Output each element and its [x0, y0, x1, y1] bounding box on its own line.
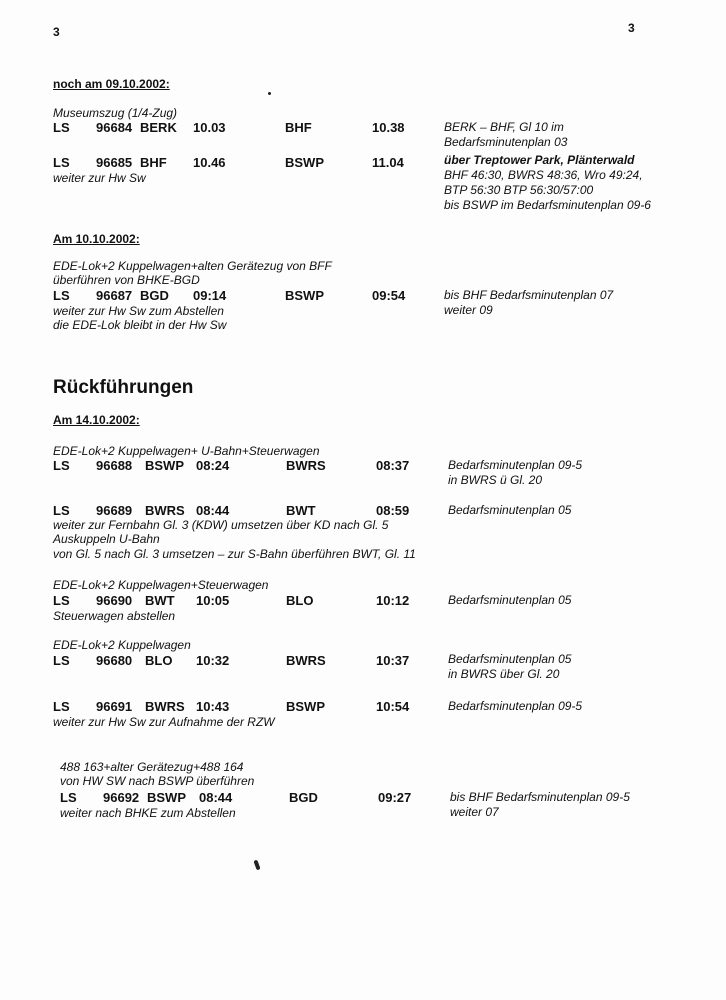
train-description: EDE-Lok+2 Kuppelwagen+Steuerwagen — [53, 578, 269, 592]
destination-station: BSWP — [285, 288, 324, 303]
train-description: EDE-Lok+2 Kuppelwagen — [53, 638, 191, 652]
train-remark: weiter zur Fernbahn Gl. 3 (KDW) umsetzen über KD nach Gl. 5 — [53, 518, 389, 532]
note-line: BHF 46:30, BWRS 48:36, Wro 49:24, — [444, 168, 643, 182]
destination-station: BSWP — [286, 699, 325, 714]
destination-station: BLO — [286, 593, 314, 608]
arrival-time: 10:37 — [376, 653, 410, 668]
departure-time: 10:05 — [196, 593, 230, 608]
train-type: LS — [53, 155, 70, 170]
destination-station: BHF — [285, 120, 312, 135]
train-remark: weiter zur Hw Sw — [53, 171, 146, 185]
note-line: weiter 09 — [444, 303, 493, 317]
train-description: 488 163+alter Gerätezug+488 164 — [60, 760, 244, 774]
origin-station: BWT — [145, 593, 175, 608]
train-number: 96689 — [96, 503, 133, 518]
destination-station: BWRS — [286, 458, 326, 473]
origin-station: BSWP — [147, 790, 186, 805]
origin-station: BWRS — [145, 503, 185, 518]
note-line: Bedarfsminutenplan 03 — [444, 135, 568, 149]
departure-time: 08:44 — [199, 790, 233, 805]
arrival-time: 10.38 — [372, 120, 405, 135]
destination-station: BGD — [289, 790, 318, 805]
arrival-time: 09:27 — [378, 790, 412, 805]
route-notes — [448, 652, 718, 682]
scan-speck — [253, 860, 260, 871]
destination-station: BWRS — [286, 653, 326, 668]
route-notes — [448, 699, 718, 714]
origin-station: BHF — [140, 155, 167, 170]
route-notes — [448, 593, 718, 608]
page-number-left: 3 — [53, 25, 60, 39]
train-number: 96691 — [96, 699, 133, 714]
train-remark: Steuerwagen abstellen — [53, 609, 176, 623]
departure-time: 10:32 — [196, 653, 230, 668]
departure-time: 09:14 — [193, 288, 227, 303]
train-remark: weiter zur Hw Sw zum Abstellen — [53, 304, 224, 318]
section-date: Am 14.10.2002: — [53, 413, 140, 427]
train-description: überführen von BHKE-BGD — [53, 273, 200, 287]
train-type: LS — [53, 699, 70, 714]
note-line: über Treptower Park, Plänterwald — [444, 153, 635, 167]
note-line: weiter 07 — [450, 805, 499, 819]
destination-station: BSWP — [285, 155, 324, 170]
route-notes — [450, 790, 720, 820]
departure-time: 08:44 — [196, 503, 230, 518]
train-description: Museumszug (1/4-Zug) — [53, 106, 178, 120]
arrival-time: 08:59 — [376, 503, 410, 518]
route-notes — [444, 120, 714, 150]
scan-speck — [268, 92, 271, 95]
train-type: LS — [53, 288, 70, 303]
train-description: von HW SW nach BSWP überführen — [60, 774, 255, 788]
train-type: LS — [53, 653, 70, 668]
note-line: in BWRS ü Gl. 20 — [448, 473, 543, 487]
note-line: BTP 56:30 BTP 56:30/57:00 — [444, 183, 594, 197]
origin-station: BERK — [140, 120, 177, 135]
note-line: bis BHF Bedarfsminutenplan 07 — [444, 288, 614, 302]
note-line: in BWRS über Gl. 20 — [448, 667, 560, 681]
train-number: 96680 — [96, 653, 133, 668]
note-line: Bedarfsminutenplan 05 — [448, 652, 572, 666]
departure-time: 10:43 — [196, 699, 230, 714]
train-type: LS — [53, 120, 70, 135]
origin-station: BWRS — [145, 699, 185, 714]
train-description: EDE-Lok+2 Kuppelwagen+alten Gerätezug von BFF — [53, 259, 332, 273]
route-notes — [448, 458, 718, 488]
section-heading: Rückführungen — [53, 377, 194, 398]
train-number: 96692 — [103, 790, 140, 805]
departure-time: 10.03 — [193, 120, 226, 135]
page-number-right: 3 — [628, 21, 635, 35]
train-description: EDE-Lok+2 Kuppelwagen+ U-Bahn+Steuerwagen — [53, 444, 320, 458]
note-line: Bedarfsminutenplan 09-5 — [448, 699, 583, 713]
route-notes — [448, 503, 718, 518]
section-date: Am 10.10.2002: — [53, 232, 140, 246]
section-date: noch am 09.10.2002: — [53, 77, 170, 91]
note-line: bis BHF Bedarfsminutenplan 09-5 — [450, 790, 630, 804]
train-remark: die EDE-Lok bleibt in der Hw Sw — [53, 318, 227, 332]
origin-station: BGD — [140, 288, 169, 303]
route-notes — [444, 288, 714, 318]
train-number: 96687 — [96, 288, 133, 303]
origin-station: BSWP — [145, 458, 184, 473]
note-line: BERK – BHF, Gl 10 im — [444, 120, 564, 134]
arrival-time: 09:54 — [372, 288, 406, 303]
note-line: bis BSWP im Bedarfsminutenplan 09-6 — [444, 198, 651, 212]
departure-time: 08:24 — [196, 458, 230, 473]
origin-station: BLO — [145, 653, 173, 668]
arrival-time: 08:37 — [376, 458, 410, 473]
train-number: 96690 — [96, 593, 133, 608]
train-type: LS — [53, 503, 70, 518]
train-remark: weiter zur Hw Sw zur Aufnahme der RZW — [53, 715, 275, 729]
train-remark: Auskuppeln U-Bahn — [53, 532, 160, 546]
note-line: Bedarfsminutenplan 05 — [448, 503, 572, 517]
train-number: 96684 — [96, 120, 133, 135]
note-line: Bedarfsminutenplan 05 — [448, 593, 572, 607]
arrival-time: 10:12 — [376, 593, 410, 608]
train-number: 96685 — [96, 155, 133, 170]
arrival-time: 10:54 — [376, 699, 410, 714]
train-type: LS — [60, 790, 77, 805]
train-type: LS — [53, 458, 70, 473]
train-number: 96688 — [96, 458, 133, 473]
train-type: LS — [53, 593, 70, 608]
arrival-time: 11.04 — [372, 155, 404, 170]
departure-time: 10.46 — [193, 155, 226, 170]
route-notes — [444, 153, 714, 213]
train-remark: weiter nach BHKE zum Abstellen — [60, 806, 236, 820]
train-remark: von Gl. 5 nach Gl. 3 umsetzen – zur S-Bahn überführen BWT, Gl. 11 — [53, 547, 416, 561]
note-line: Bedarfsminutenplan 09-5 — [448, 458, 583, 472]
destination-station: BWT — [286, 503, 316, 518]
